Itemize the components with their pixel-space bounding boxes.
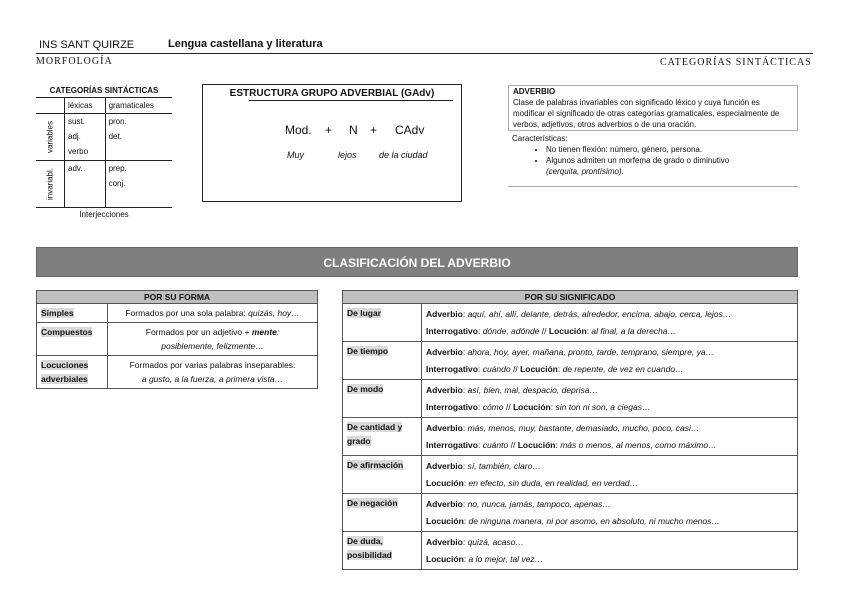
- significado-label: De lugar: [343, 304, 422, 342]
- formula-plus-2: +: [370, 123, 378, 137]
- table-row: [343, 304, 798, 342]
- table-row: [37, 304, 318, 323]
- significado-desc: Adverbio: quizá, acaso… Locución: a lo mejor, tal vez…: [422, 532, 798, 570]
- formula-mod: Mod.: [285, 123, 312, 137]
- corner-cell: [36, 98, 65, 114]
- significado-table: [342, 290, 798, 570]
- estructura-box: [202, 84, 462, 202]
- significado-desc: Adverbio: no, nunca, jamás, tampoco, apenas… Locución: de ninguna manera, ni por asomo, en absoluto, ni mucho menos…: [422, 494, 798, 532]
- forma-desc: Formados por varias palabras inseparables: a gusto, a la fuerza, a primera vista…: [108, 356, 318, 389]
- section-left-label: MORFOLOGÍA: [36, 56, 113, 67]
- inv-lexicas: adv.: [65, 161, 106, 208]
- table-row: [343, 532, 798, 570]
- interjecciones: Interjecciones: [36, 208, 172, 223]
- formula-plus-1: +: [325, 123, 333, 137]
- caracteristicas-label: Características:: [512, 134, 568, 143]
- table-row: [37, 356, 318, 389]
- significado-label: De negación: [343, 494, 422, 532]
- categorias-title: CATEGORÍAS SINTÁCTICAS: [36, 85, 172, 98]
- forma-label: Compuestos: [37, 323, 108, 356]
- adverbio-definition: [508, 85, 798, 185]
- example-mod: Muy: [287, 150, 305, 160]
- categorias-table: [36, 85, 172, 222]
- col-gramaticales: gramaticales: [105, 98, 172, 114]
- significado-desc: Adverbio: así, bien, mal, despacio, deprisa… Interrogativo: cómo // Locución: sin ton ni son, a ciegas…: [422, 380, 798, 418]
- significado-desc: Adverbio: más, menos, muy, bastante, demasiado, mucho, poco, casi… Interrogativo: cuánto // Locución: más o menos, al menos, como máximo…: [422, 418, 798, 456]
- forma-desc: Formados por un adjetivo + mente: posiblemente, felizmente…: [108, 323, 318, 356]
- forma-table: [36, 290, 318, 389]
- inv-gramaticales: prep. conj.: [108, 164, 127, 188]
- group-variables: variables: [36, 114, 65, 161]
- var-lexicas: sust. adj. verbo: [65, 114, 106, 161]
- significado-label: De modo: [343, 380, 422, 418]
- header-divider: [36, 53, 813, 54]
- significado-label: De tiempo: [343, 342, 422, 380]
- estructura-title-underline: [249, 100, 453, 101]
- estructura-title: ESTRUCTURA GRUPO ADVERBIAL (GAdv): [229, 88, 435, 99]
- table-row: [37, 323, 318, 356]
- forma-header: POR SU FORMA: [37, 291, 318, 304]
- var-gramaticales: pron. det.: [105, 114, 172, 161]
- group-invariables: invariabl.: [36, 161, 65, 208]
- adverbio-bottom-rule: [508, 186, 798, 187]
- clasificacion-banner: CLASIFICACIÓN DEL ADVERBIO: [36, 247, 798, 277]
- significado-header: POR SU SIGNIFICADO: [343, 291, 798, 304]
- section-right-label: CATEGORÍAS SINTÁCTICAS: [660, 57, 812, 68]
- adverbio-definition-text: Clase de palabras invariables con significado léxico y cuya función es modificar el significado de otras categorías gramaticales, especialmente de verbos, adjetivos, otros adverbios o de una oración.: [513, 98, 780, 129]
- significado-label: De duda, posibilidad: [343, 532, 422, 570]
- example-cadv: de la ciudad: [379, 150, 428, 160]
- significado-desc: Adverbio: ahora, hoy, ayer, mañana, pronto, tarde, temprano, siempre, ya… Interrogativo: cuándo // Locución: de repente, de vez en cuando…: [422, 342, 798, 380]
- table-row: [343, 342, 798, 380]
- school-name: INS SANT QUIRZE: [39, 39, 135, 51]
- significado-desc: Adverbio: aquí, ahí, allí, delante, detrás, alrededor, encima, abajo, cerca, lejos… Interrogativo: dónde, adónde // Locución: al final, a la derecha…: [422, 304, 798, 342]
- forma-desc: Formados por una sola palabra: quizás, hoy…: [108, 304, 318, 323]
- significado-label: De afirmación: [343, 456, 422, 494]
- caracteristica-1: • No tienen flexión: número, género, persona.: [546, 144, 794, 155]
- subject-title: Lengua castellana y literatura: [168, 38, 323, 50]
- formula-n: N: [349, 123, 358, 137]
- col-lexicas: léxicas: [65, 98, 106, 114]
- significado-desc: Adverbio: sí, también, claro… Locución: en efecto, sin duda, en realidad, en verdad…: [422, 456, 798, 494]
- significado-label: De cantidad y grado: [343, 418, 422, 456]
- table-row: [343, 380, 798, 418]
- example-n: lejos: [338, 150, 357, 160]
- caracteristica-2-example: (cerquita, prontísimo).: [546, 167, 624, 176]
- table-row: [343, 456, 798, 494]
- caracteristica-2: • Algunos admiten un morfema de grado o diminutivo (cerquita, prontísimo).: [546, 155, 794, 177]
- formula-cadv: CAdv: [395, 123, 425, 137]
- table-row: [343, 494, 798, 532]
- table-row: [343, 418, 798, 456]
- forma-label: Simples: [37, 304, 108, 323]
- forma-label: Locuciones adverbiales: [37, 356, 108, 389]
- adverbio-heading: ADVERBIO: [513, 87, 556, 96]
